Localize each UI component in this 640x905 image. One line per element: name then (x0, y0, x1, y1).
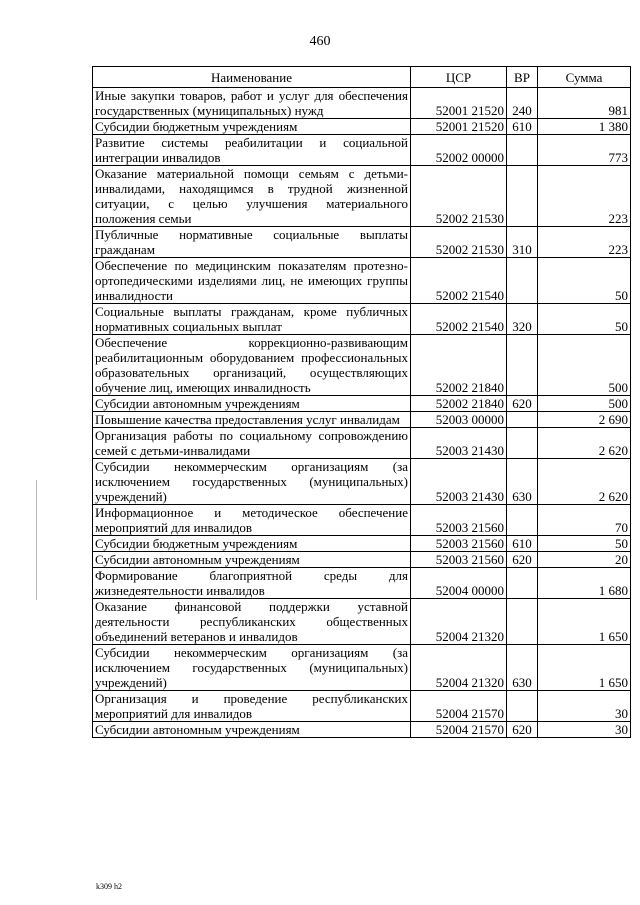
cell-sum: 1 650 (538, 645, 631, 691)
cell-name: Субсидии автономным учреждениям (93, 552, 411, 568)
cell-name: Обеспечение коррекционно-развивающим реабилитационным оборудованием профессиональных образовательных организаций, осуществляющих обучение лиц, имеющих инвалидность (93, 335, 411, 396)
cell-vr: 310 (507, 227, 538, 258)
header-vr: ВР (507, 67, 538, 88)
table-row (93, 135, 631, 166)
cell-vr: 240 (507, 88, 538, 119)
cell-sum: 500 (538, 396, 631, 412)
cell-sum: 981 (538, 88, 631, 119)
cell-csr: 52003 21560 (411, 552, 507, 568)
cell-csr: 52002 21540 (411, 304, 507, 335)
table-row (93, 88, 631, 119)
cell-vr (507, 135, 538, 166)
cell-csr: 52002 21530 (411, 166, 507, 227)
cell-vr (507, 568, 538, 599)
cell-csr: 52004 21570 (411, 691, 507, 722)
table-header-row (93, 67, 631, 88)
cell-vr: 630 (507, 459, 538, 505)
cell-csr: 52003 00000 (411, 412, 507, 428)
cell-name: Повышение качества предоставления услуг инвалидам (93, 412, 411, 428)
cell-name: Субсидии некоммерческим организациям (за исключением государственных (муниципальных) учреждений) (93, 459, 411, 505)
table-row (93, 505, 631, 536)
cell-name: Субсидии бюджетным учреждениям (93, 536, 411, 552)
cell-vr (507, 691, 538, 722)
cell-csr: 52003 21430 (411, 428, 507, 459)
cell-name: Субсидии автономным учреждениям (93, 396, 411, 412)
table-row (93, 412, 631, 428)
cell-csr: 52002 21540 (411, 258, 507, 304)
cell-name: Субсидии некоммерческим организациям (за исключением государственных (муниципальных) учреждений) (93, 645, 411, 691)
cell-csr: 52002 21840 (411, 335, 507, 396)
table-row (93, 691, 631, 722)
cell-sum: 223 (538, 227, 631, 258)
table-row (93, 459, 631, 505)
cell-vr (507, 166, 538, 227)
cell-name: Оказание материальной помощи семьям с детьми-инвалидами, находящимся в трудной жизненной ситуации, с целью улучшения материального положения семьи (93, 166, 411, 227)
table-row (93, 119, 631, 135)
cell-csr: 52001 21520 (411, 119, 507, 135)
page-number: 460 (309, 34, 331, 49)
cell-sum: 70 (538, 505, 631, 536)
cell-name: Развитие системы реабилитации и социальной интеграции инвалидов (93, 135, 411, 166)
cell-name: Субсидии бюджетным учреждениям (93, 119, 411, 135)
cell-name: Иные закупки товаров, работ и услуг для обеспечения государственных (муниципальных) нужд (93, 88, 411, 119)
cell-sum: 2 690 (538, 412, 631, 428)
cell-vr: 620 (507, 552, 538, 568)
cell-sum: 30 (538, 691, 631, 722)
cell-vr (507, 412, 538, 428)
cell-vr (507, 428, 538, 459)
cell-name: Публичные нормативные социальные выплаты гражданам (93, 227, 411, 258)
cell-sum: 773 (538, 135, 631, 166)
cell-sum: 223 (538, 166, 631, 227)
cell-vr: 610 (507, 119, 538, 135)
table-row (93, 227, 631, 258)
table-row (93, 304, 631, 335)
cell-csr: 52001 21520 (411, 88, 507, 119)
cell-vr: 320 (507, 304, 538, 335)
cell-csr: 52002 00000 (411, 135, 507, 166)
cell-name: Организация и проведение республиканских мероприятий для инвалидов (93, 691, 411, 722)
table-row (93, 599, 631, 645)
cell-sum: 2 620 (538, 428, 631, 459)
table-row (93, 645, 631, 691)
cell-name: Оказание финансовой поддержки уставной деятельности республиканских общественных объединений ветеранов и инвалидов (93, 599, 411, 645)
cell-vr (507, 505, 538, 536)
cell-sum: 2 620 (538, 459, 631, 505)
cell-name: Субсидии автономным учреждениям (93, 722, 411, 738)
cell-csr: 52004 21320 (411, 599, 507, 645)
table-row (93, 536, 631, 552)
cell-sum: 500 (538, 335, 631, 396)
table-body (93, 88, 631, 738)
cell-csr: 52004 00000 (411, 568, 507, 599)
cell-sum: 1 680 (538, 568, 631, 599)
cell-sum: 30 (538, 722, 631, 738)
margin-mark (36, 480, 37, 600)
cell-csr: 52003 21430 (411, 459, 507, 505)
cell-vr: 610 (507, 536, 538, 552)
cell-name: Социальные выплаты гражданам, кроме публичных нормативных социальных выплат (93, 304, 411, 335)
table-row (93, 568, 631, 599)
cell-csr: 52003 21560 (411, 536, 507, 552)
cell-csr: 52002 21840 (411, 396, 507, 412)
cell-name: Организация работы по социальному сопровождению семей с детьми-инвалидами (93, 428, 411, 459)
cell-sum: 50 (538, 258, 631, 304)
cell-csr: 52004 21320 (411, 645, 507, 691)
table-row (93, 722, 631, 738)
cell-vr (507, 335, 538, 396)
cell-csr: 52002 21530 (411, 227, 507, 258)
cell-vr (507, 258, 538, 304)
table-row (93, 335, 631, 396)
header-name: Наименование (93, 67, 411, 88)
cell-vr: 630 (507, 645, 538, 691)
cell-sum: 50 (538, 536, 631, 552)
footer-code: k309 h2 (96, 882, 122, 891)
table-row (93, 166, 631, 227)
table-row (93, 258, 631, 304)
cell-csr: 52004 21570 (411, 722, 507, 738)
cell-vr (507, 599, 538, 645)
table-row (93, 428, 631, 459)
header-csr: ЦСР (411, 67, 507, 88)
cell-sum: 50 (538, 304, 631, 335)
cell-csr: 52003 21560 (411, 505, 507, 536)
table-row (93, 396, 631, 412)
header-sum: Сумма (538, 67, 631, 88)
cell-vr: 620 (507, 396, 538, 412)
table-row (93, 552, 631, 568)
cell-sum: 1 650 (538, 599, 631, 645)
budget-table (92, 66, 631, 738)
cell-vr: 620 (507, 722, 538, 738)
cell-name: Информационное и методическое обеспечение мероприятий для инвалидов (93, 505, 411, 536)
cell-name: Обеспечение по медицинским показателям протезно-ортопедическими изделиями лиц, не имеющих группы инвалидности (93, 258, 411, 304)
cell-sum: 1 380 (538, 119, 631, 135)
cell-name: Формирование благоприятной среды для жизнедеятельности инвалидов (93, 568, 411, 599)
cell-sum: 20 (538, 552, 631, 568)
